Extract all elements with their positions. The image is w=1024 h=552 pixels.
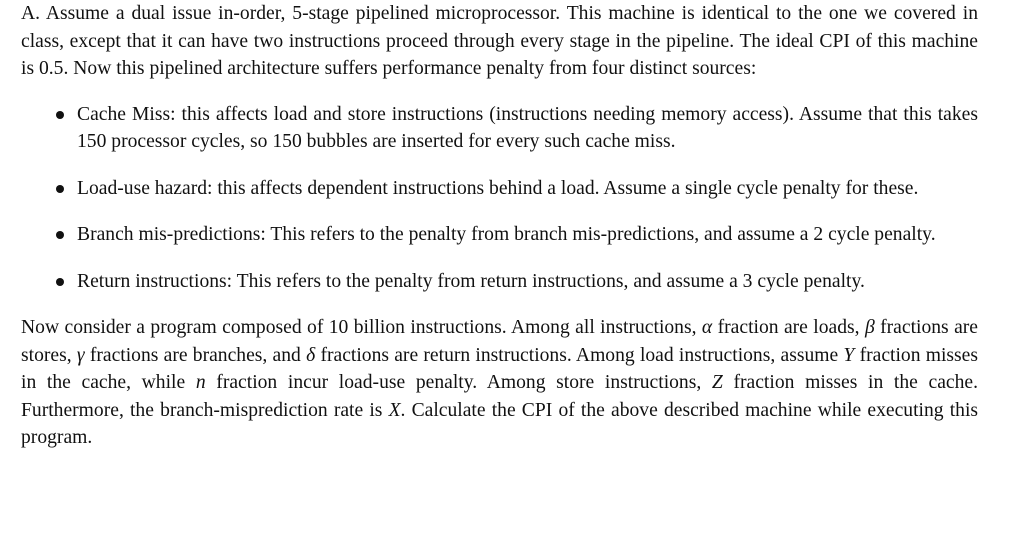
bullet-icon xyxy=(56,278,64,286)
beta-symbol: β xyxy=(864,317,875,338)
bullet-icon xyxy=(56,185,64,193)
n-symbol: n xyxy=(195,372,206,393)
program-text-7: fraction incur load-use penalty. Among store instructions, xyxy=(205,372,712,393)
intro-paragraph: A. Assume a dual issue in-order, 5-stage pipelined microprocessor. This machine is identical to the one we covered in class, except that it can have two instructions proceed through every stage in the pipeline. The ideal CPI of this machine is 0.5. Now this pipelined architecture suffers performance penalty from four distinct sources: xyxy=(21,3,978,79)
x-symbol: X xyxy=(388,399,401,421)
alpha-symbol: α xyxy=(701,317,713,338)
program-text-3: fractions are stores, xyxy=(21,317,979,366)
program-text-9: . Calculate the CPI of the above described machine while executing this program. xyxy=(21,399,979,448)
penalty-item-branch xyxy=(21,221,978,249)
penalty-text: Cache Miss: this affects load and store instructions (instructions needing memory access). Assume that this takes 150 processor cycles, so 150 bubbles are inserted for every such cache miss. xyxy=(77,103,978,152)
bullet-icon xyxy=(56,111,64,119)
penalty-list xyxy=(21,101,978,296)
penalty-item-cache-miss xyxy=(21,101,978,156)
penalty-item-return xyxy=(21,268,978,296)
z-symbol: Z xyxy=(711,372,723,393)
delta-symbol: δ xyxy=(306,344,316,366)
penalty-text: Load-use hazard: this affects dependent instructions behind a load. Assume a single cycle penalty for these. xyxy=(77,177,919,199)
program-text-1: Now consider a program composed of 10 billion instructions. Among all instructions, xyxy=(21,317,702,338)
penalty-item-load-use xyxy=(21,175,978,203)
problem-text xyxy=(21,0,978,452)
program-text-6: fraction misses in the cache, while xyxy=(21,344,978,393)
program-text-8: fraction misses in the cache. Furthermore, the branch-misprediction rate is xyxy=(21,372,978,421)
program-text-4: fractions are branches, and xyxy=(84,344,307,366)
bullet-icon xyxy=(56,231,64,239)
penalty-text: Branch mis-predictions: This refers to the penalty from branch mis-predictions, and assume a 2 cycle penalty. xyxy=(77,224,936,245)
program-text-2: fraction are loads, xyxy=(712,317,865,338)
penalty-text: Return instructions: This refers to the penalty from return instructions, and assume a 3 cycle penalty. xyxy=(77,270,865,292)
y-symbol: Y xyxy=(843,344,855,366)
program-paragraph xyxy=(21,314,978,452)
program-text-5: fractions are return instructions. Among load instructions, assume xyxy=(315,344,844,366)
gamma-symbol: γ xyxy=(76,344,85,366)
